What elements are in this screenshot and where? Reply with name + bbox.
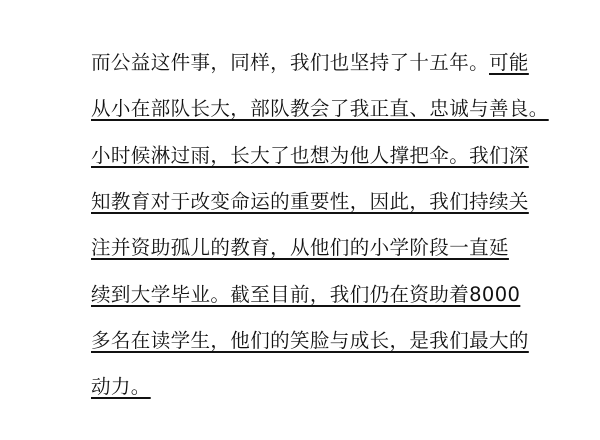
paragraph-line-2 <box>91 94 549 124</box>
paragraph-line-1 <box>91 48 529 78</box>
paragraph-line-7 <box>91 326 529 356</box>
line-6-underlined-text: 续到大学毕业。截至目前，我们仍在资助着8000 <box>91 283 521 306</box>
line-4-underlined-text: 知教育对于改变命运的重要性，因此，我们持续关 <box>91 190 529 213</box>
paragraph-line-6 <box>91 280 520 310</box>
paragraph-line-8 <box>91 372 151 402</box>
line-5-underlined-text: 注并资助孤儿的教育，从他们的小学阶段一直延 <box>91 236 509 259</box>
line-2-underlined-text: 从小在部队长大，部队教会了我正直、忠诚与善良。 <box>91 97 549 120</box>
line-1-underlined-text: 可能 <box>489 51 529 74</box>
paragraph-line-3 <box>91 141 529 171</box>
line-1-plain-text: 而公益这件事，同样，我们也坚持了十五年。 <box>91 51 490 74</box>
line-3-underlined-text: 小时候淋过雨，长大了也想为他人撑把伞。我们深 <box>91 144 529 167</box>
paragraph-line-4 <box>91 187 529 217</box>
line-7-underlined-text: 多名在读学生，他们的笑脸与成长，是我们最大的 <box>91 329 529 352</box>
line-8-underlined-text: 动力。 <box>91 375 151 398</box>
paragraph-line-5 <box>91 233 509 263</box>
